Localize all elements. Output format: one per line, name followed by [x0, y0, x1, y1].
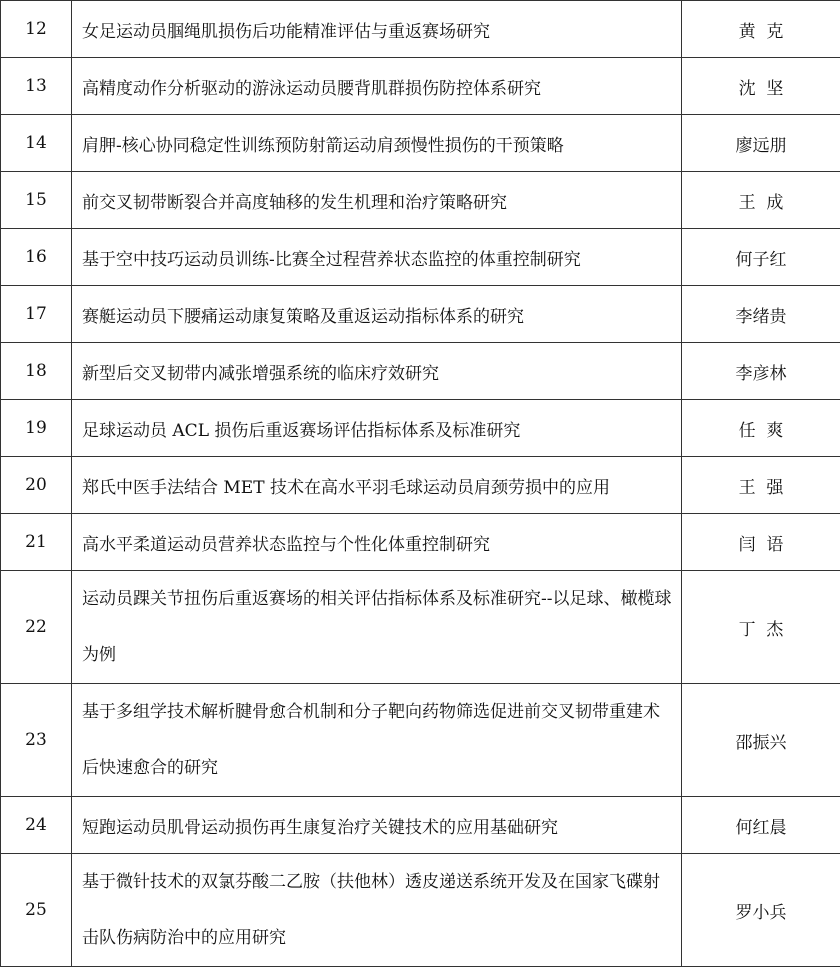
project-title: 基于空中技巧运动员训练-比赛全过程营养状态监控的体重控制研究: [72, 229, 682, 286]
project-title: 赛艇运动员下腰痛运动康复策略及重返运动指标体系的研究: [72, 286, 682, 343]
project-lead: 李彦林: [682, 343, 840, 400]
table-row: [1, 400, 840, 457]
row-number: 20: [1, 457, 72, 514]
row-number: 15: [1, 172, 72, 229]
table-row: [1, 115, 840, 172]
project-lead: 罗小兵: [682, 854, 840, 967]
row-number: 14: [1, 115, 72, 172]
row-number: 22: [1, 571, 72, 684]
project-title: 肩胛-核心协同稳定性训练预防射箭运动肩颈慢性损伤的干预策略: [72, 115, 682, 172]
project-lead: 沈 坚: [682, 58, 840, 115]
project-title: 前交叉韧带断裂合并高度轴移的发生机理和治疗策略研究: [72, 172, 682, 229]
project-lead: 李绪贵: [682, 286, 840, 343]
project-lead: 丁 杰: [682, 571, 840, 684]
table-row: [1, 797, 840, 854]
row-number: 12: [1, 1, 72, 58]
table-row: [1, 1, 840, 58]
row-number: 25: [1, 854, 72, 967]
project-title: 短跑运动员肌骨运动损伤再生康复治疗关键技术的应用基础研究: [72, 797, 682, 854]
project-lead: 黄 克: [682, 1, 840, 58]
project-title: 基于多组学技术解析腱骨愈合机制和分子靶向药物筛选促进前交叉韧带重建术后快速愈合的研究: [72, 684, 682, 797]
project-lead: 廖远朋: [682, 115, 840, 172]
project-title: 新型后交叉韧带内减张增强系统的临床疗效研究: [72, 343, 682, 400]
table-row: [1, 854, 840, 967]
row-number: 18: [1, 343, 72, 400]
project-title: 运动员踝关节扭伤后重返赛场的相关评估指标体系及标准研究--以足球、橄榄球为例: [72, 571, 682, 684]
row-number: 21: [1, 514, 72, 571]
project-title: 足球运动员 ACL 损伤后重返赛场评估指标体系及标准研究: [72, 400, 682, 457]
project-lead: 闫 语: [682, 514, 840, 571]
row-number: 24: [1, 797, 72, 854]
table-row: [1, 286, 840, 343]
table-row: [1, 457, 840, 514]
table-row: [1, 684, 840, 797]
row-number: 19: [1, 400, 72, 457]
row-number: 13: [1, 58, 72, 115]
project-lead: 何红晨: [682, 797, 840, 854]
project-lead: 王 成: [682, 172, 840, 229]
project-lead: 邵振兴: [682, 684, 840, 797]
project-lead: 王 强: [682, 457, 840, 514]
project-lead: 任 爽: [682, 400, 840, 457]
row-number: 16: [1, 229, 72, 286]
project-lead: 何子红: [682, 229, 840, 286]
table-row: [1, 514, 840, 571]
table-row: [1, 58, 840, 115]
row-number: 23: [1, 684, 72, 797]
project-title: 女足运动员腘绳肌损伤后功能精准评估与重返赛场研究: [72, 1, 682, 58]
project-title: 高精度动作分析驱动的游泳运动员腰背肌群损伤防控体系研究: [72, 58, 682, 115]
table-row: [1, 343, 840, 400]
table-row: [1, 571, 840, 684]
table-row: [1, 172, 840, 229]
project-title: 高水平柔道运动员营养状态监控与个性化体重控制研究: [72, 514, 682, 571]
row-number: 17: [1, 286, 72, 343]
project-title: 基于微针技术的双氯芬酸二乙胺（扶他林）透皮递送系统开发及在国家飞碟射击队伤病防治中的应用研究: [72, 854, 682, 967]
project-title: 郑氏中医手法结合 MET 技术在高水平羽毛球运动员肩颈劳损中的应用: [72, 457, 682, 514]
table-row: [1, 229, 840, 286]
